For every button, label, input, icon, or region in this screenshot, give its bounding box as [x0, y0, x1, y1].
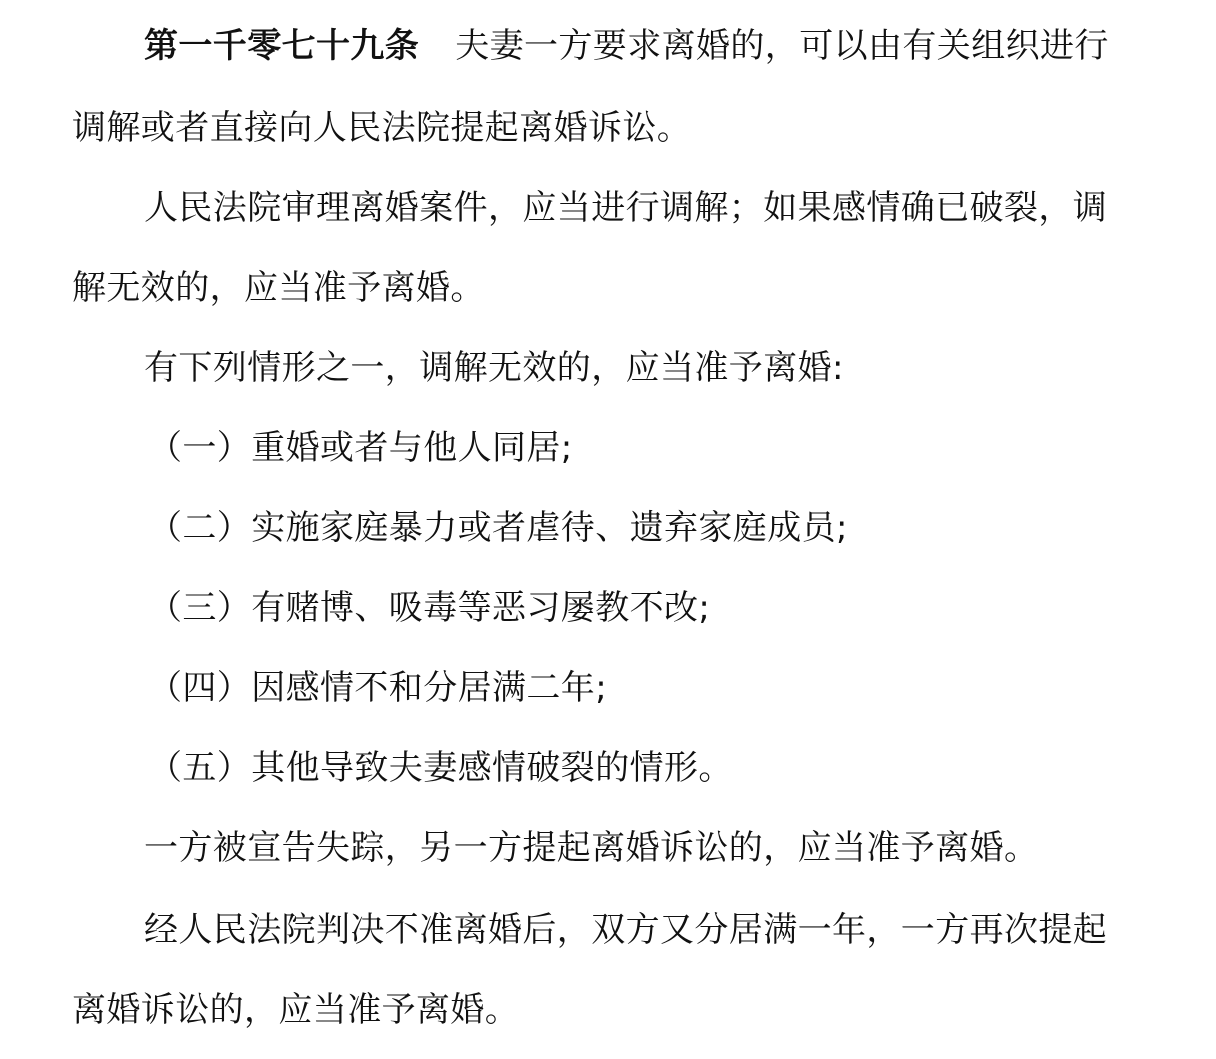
paragraph-4: 一方被宣告失踪，另一方提起离婚诉讼的，应当准予离婚。	[144, 828, 1039, 868]
paragraph-1-line-2: 调解或者直接向人民法院提起离婚诉讼。	[72, 108, 692, 148]
list-item: （五）其他导致夫妻感情破裂的情形。	[148, 748, 733, 788]
paragraph-5-line-2: 离婚诉讼的，应当准予离婚。	[72, 990, 520, 1030]
list-item: （二）实施家庭暴力或者虐待、遗弃家庭成员;	[148, 508, 848, 548]
list-item: （三）有赌博、吸毒等恶习屡教不改;	[148, 588, 711, 628]
paragraph-3: 有下列情形之一，调解无效的，应当准予离婚:	[144, 348, 844, 388]
paragraph-2-line-1: 人民法院审理离婚案件，应当进行调解；如果感情确已破裂，调	[144, 188, 1108, 228]
list-item: （四）因感情不和分居满二年;	[148, 668, 608, 708]
paragraph-2-line-2: 解无效的，应当准予离婚。	[72, 268, 485, 308]
paragraph-1-line-1: 夫妻一方要求离婚的，可以由有关组织进行	[455, 26, 1109, 66]
list-item: （一）重婚或者与他人同居;	[148, 428, 573, 468]
paragraph-5-line-1: 经人民法院判决不准离婚后，双方又分居满一年，一方再次提起	[144, 910, 1108, 950]
article-title: 第一千零七十九条	[144, 26, 420, 66]
article-first-line	[144, 26, 1109, 66]
